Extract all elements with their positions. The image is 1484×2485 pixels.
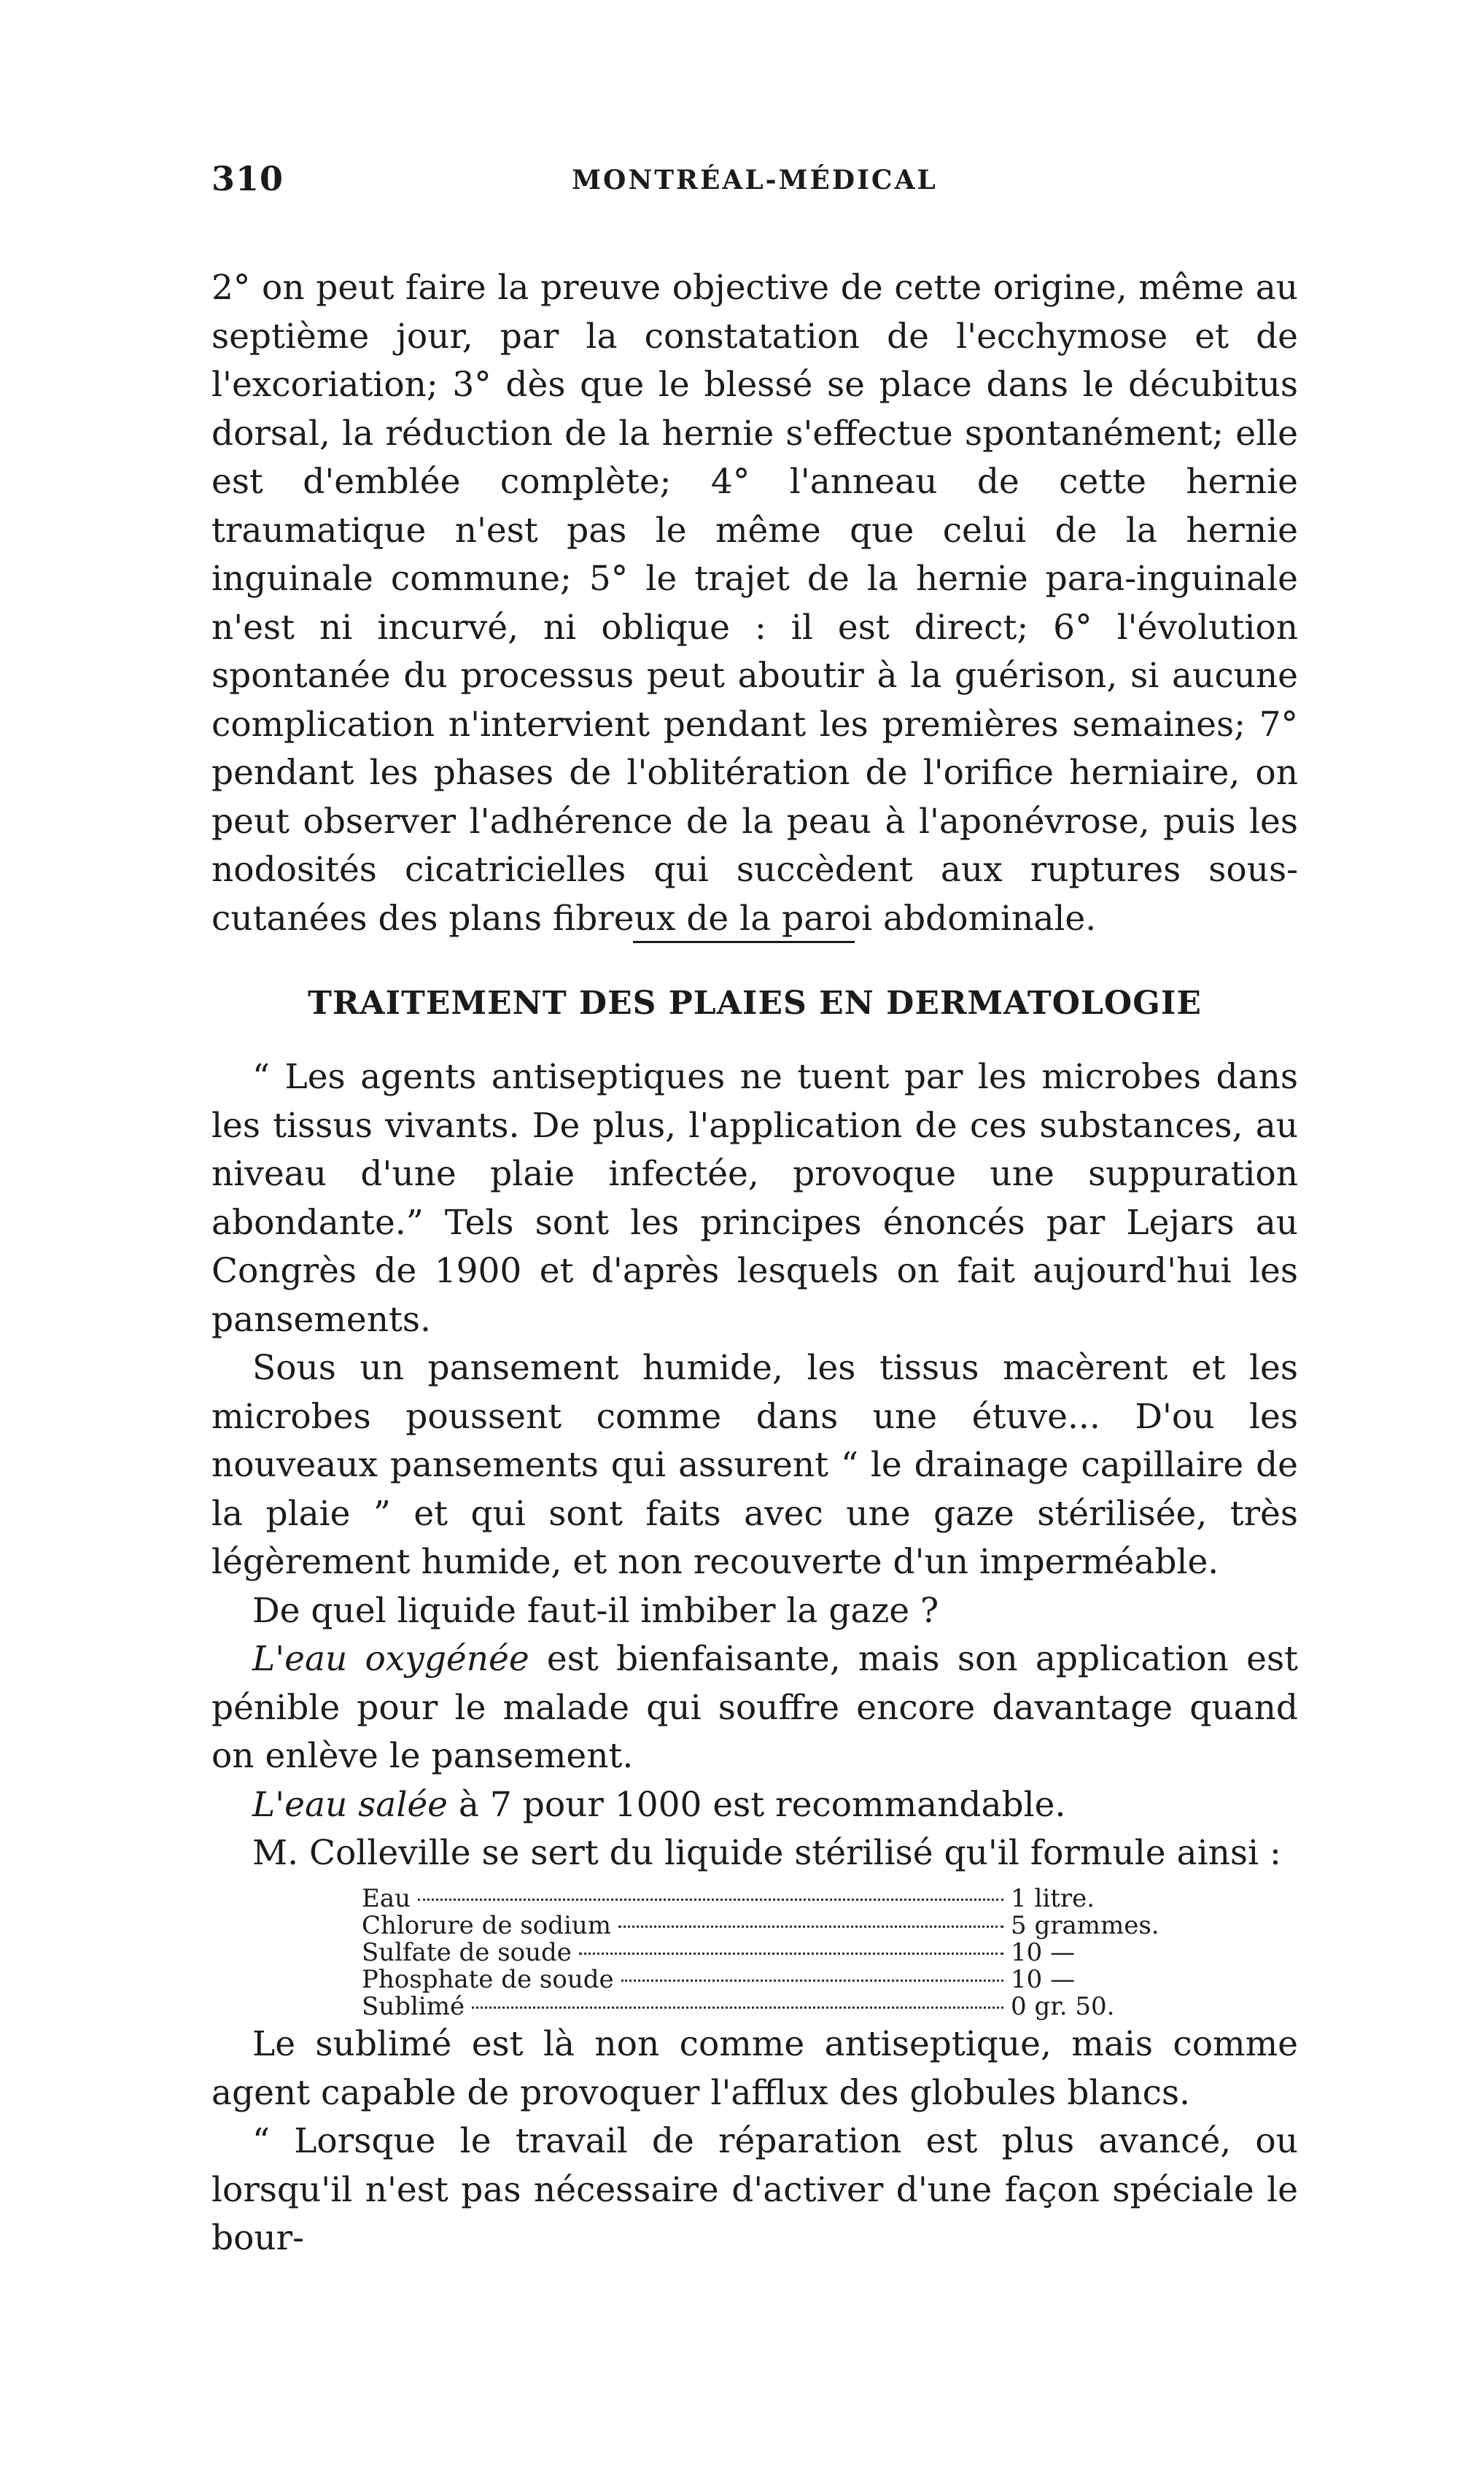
paragraph-salt-water	[211, 1781, 1298, 1830]
dot-leader	[418, 1899, 1003, 1901]
formula-row	[362, 1966, 1193, 1993]
formula-row	[362, 1912, 1193, 1939]
formula-table	[362, 1885, 1193, 2020]
dot-leader	[621, 1980, 1003, 1982]
section-divider	[633, 941, 855, 943]
formula-ingredient: Sublimé	[362, 1992, 465, 2021]
formula-row	[362, 1939, 1193, 1966]
paragraph-oxygenated-water	[211, 1635, 1298, 1781]
intro-text	[211, 264, 1298, 943]
journal-title: MONTRÉAL-MÉDICAL	[572, 165, 938, 195]
formula-ingredient: Chlorure de sodium	[362, 1911, 611, 1940]
formula-ingredient: Phosphate de soude	[362, 1965, 614, 1994]
term-salt-water: L'eau salée	[252, 1784, 448, 1825]
formula-quantity: 5 grammes.	[1011, 1911, 1159, 1940]
paragraph-humid-dressing: Sous un pansement humide, les tissus macèrent et les microbes poussent comme dans une étuve... D'ou les nouveaux pansements qui assurent “ le drainage capillaire de la plaie ” et qui sont faits avec une gaze stérilisée, très légèrement humide, et non recouverte d'un imperméable.	[211, 1348, 1298, 1582]
closing-text	[211, 2020, 1298, 2263]
formula-ingredient: Eau	[362, 1884, 411, 1913]
section-heading: TRAITEMENT DES PLAIES EN DERMATOLOGIE	[308, 985, 1202, 1022]
formula-row	[362, 1993, 1193, 2020]
oxygenated-water-text: est bienfaisante, mais son application est pénible pour le malade qui souffre encore davantage quand on enlève le pansement.	[211, 1639, 1298, 1776]
formula-quantity: 1 litre.	[1011, 1884, 1095, 1913]
paragraph-question: De quel liquide faut-il imbiber la gaze ?	[252, 1590, 939, 1631]
section-body	[211, 1053, 1298, 1878]
paragraph-colleville: M. Colleville se sert du liquide stérilisé qu'il formule ainsi :	[252, 1833, 1281, 1873]
formula-quantity: 0 gr. 50.	[1011, 1992, 1115, 2021]
intro-paragraph: 2° on peut faire la preuve objective de cette origine, même au septième jour, par la constatation de l'ecchymose et de l'excoriation; 3° dès que le blessé se place dans le décubitus dorsal, la réduction de la hernie s'effectue spontanément; elle est d'emblée complète; 4° l'anneau de cette hernie traumatique n'est pas le même que celui de la hernie inguinale commune; 5° le trajet de la hernie para-inguinale n'est ni incurvé, ni oblique : il est direct; 6° l'évolution spontanée du processus peut aboutir à la guérison, si aucune complication n'intervient pendant les premières semaines; 7° pendant les phases de l'oblitération de l'orifice herniaire, on peut observer l'adhérence de la peau à l'aponévrose, puis les nodosités cicatricielles qui succèdent aux ruptures sous-cutanées des plans fibreux de la paroi abdominale.	[211, 268, 1298, 939]
paragraph-lejars: “ Les agents antiseptiques ne tuent par les microbes dans les tissus vivants. De plus, l'application de ces substances, au niveau d'une plaie infectée, provoque une suppuration abondante.” Tels sont les principes énoncés par Lejars au Congrès de 1900 et d'après lesquels on fait aujourd'hui les pansements.	[211, 1057, 1298, 1340]
salt-water-text: à 7 pour 1000 est recommandable.	[447, 1784, 1066, 1825]
formula-quantity: 10 —	[1011, 1938, 1076, 1967]
dot-leader	[579, 1953, 1003, 1955]
paragraph-reparation: “ Lorsque le travail de réparation est plus avancé, ou lorsqu'il n'est pas nécessaire d'activer d'une façon spéciale le bour-	[211, 2121, 1298, 2258]
dot-leader	[618, 1926, 1003, 1928]
dot-leader	[472, 2007, 1003, 2009]
page-number: 310	[211, 159, 284, 198]
formula-row	[362, 1885, 1193, 1912]
paragraph-sublime: Le sublimé est là non comme antiseptique, mais comme agent capable de provoquer l'afflux des globules blancs.	[211, 2024, 1298, 2113]
term-oxygenated-water: L'eau oxygénée	[252, 1639, 529, 1679]
formula-quantity: 10 —	[1011, 1965, 1076, 1994]
formula-ingredient: Sulfate de soude	[362, 1938, 572, 1967]
running-head	[211, 159, 1298, 210]
